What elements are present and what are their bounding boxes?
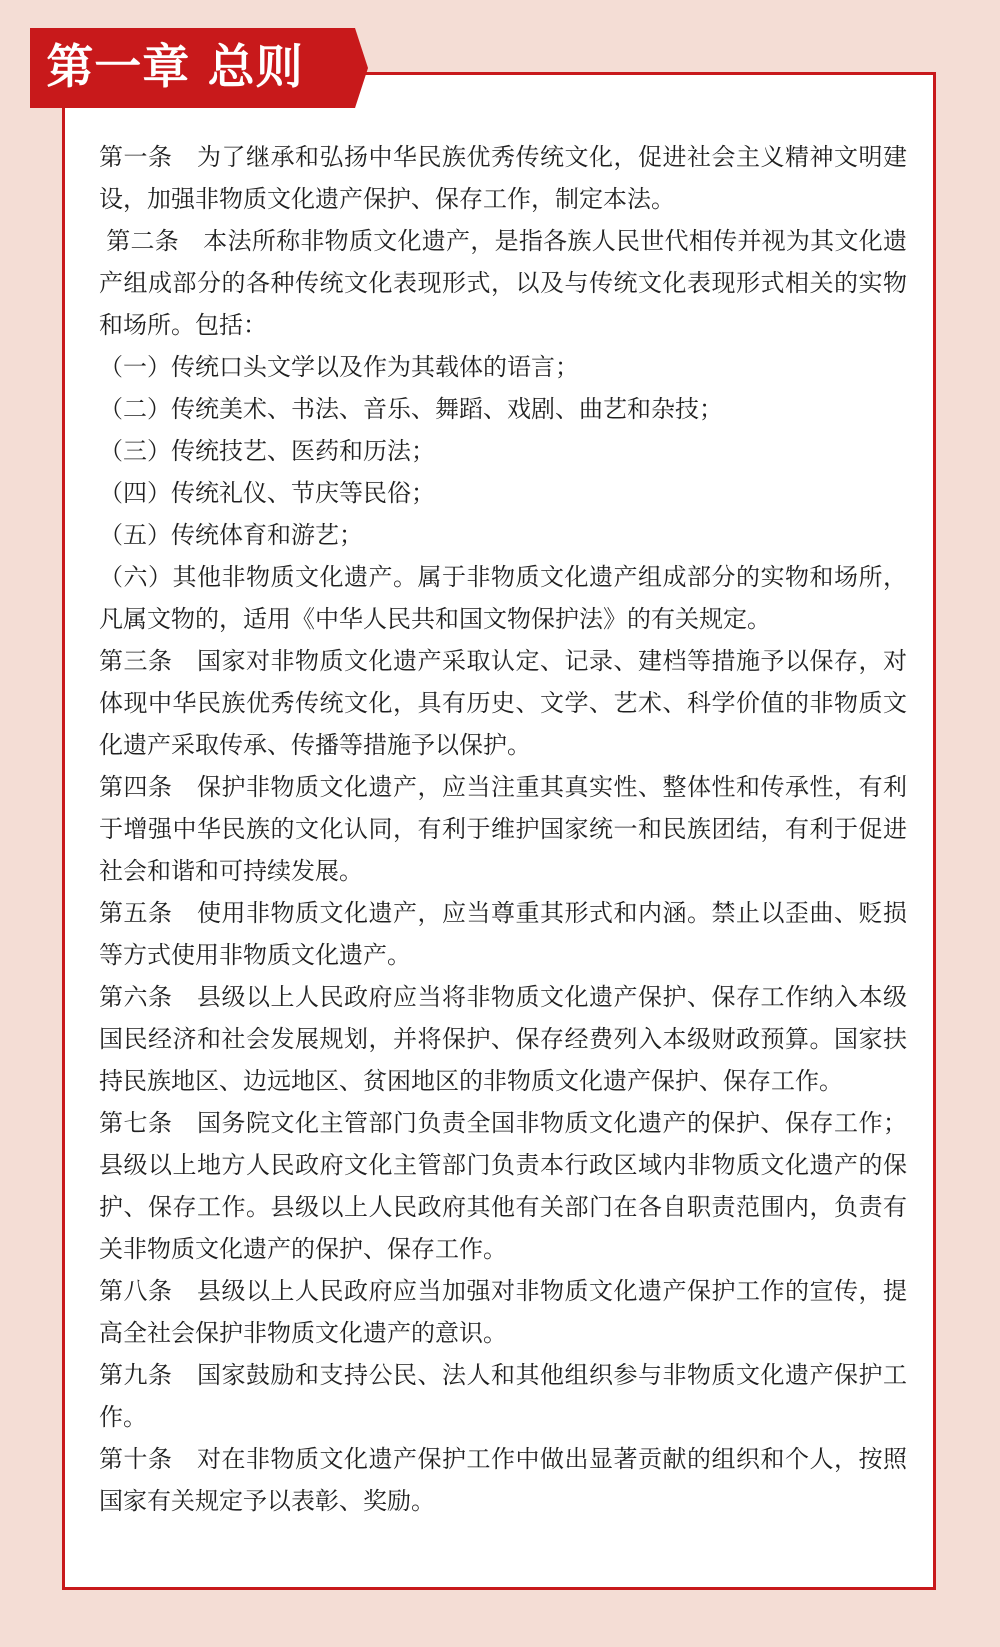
article-2-item-6: （六）其他非物质文化遗产。属于非物质文化遗产组成部分的实物和场所，凡属文物的，适用《中华人民共和国文物保护法》的有关规定。 bbox=[99, 563, 907, 633]
article-4: 第四条 保护非物质文化遗产，应当注重其真实性、整体性和传承性，有利于增强中华民族的文化认同，有利于维护国家统一和民族团结，有利于促进社会和谐和可持续发展。 bbox=[99, 773, 907, 885]
article-5: 第五条 使用非物质文化遗产，应当尊重其形式和内涵。禁止以歪曲、贬损等方式使用非物质文化遗产。 bbox=[99, 899, 907, 969]
article-2-item-4: （四）传统礼仪、节庆等民俗； bbox=[99, 479, 435, 507]
article-list bbox=[99, 136, 907, 1522]
article-2-item-3: （三）传统技艺、医药和历法； bbox=[99, 437, 435, 465]
article-8: 第八条 县级以上人民政府应当加强对非物质文化遗产保护工作的宣传，提高全社会保护非物质文化遗产的意识。 bbox=[99, 1277, 907, 1347]
article-6: 第六条 县级以上人民政府应当将非物质文化遗产保护、保存工作纳入本级国民经济和社会发展规划，并将保护、保存经费列入本级财政预算。国家扶持民族地区、边远地区、贫困地区的非物质文化遗产保护、保存工作。 bbox=[99, 983, 907, 1095]
article-2-item-2: （二）传统美术、书法、音乐、舞蹈、戏剧、曲艺和杂技； bbox=[99, 395, 723, 423]
article-2-item-1: （一）传统口头文学以及作为其载体的语言； bbox=[99, 353, 579, 381]
article-10: 第十条 对在非物质文化遗产保护工作中做出显著贡献的组织和个人，按照国家有关规定予以表彰、奖励。 bbox=[99, 1445, 907, 1515]
article-2-item-5: （五）传统体育和游艺； bbox=[99, 521, 363, 549]
article-1: 第一条 为了继承和弘扬中华民族优秀传统文化，促进社会主义精神文明建设，加强非物质文化遗产保护、保存工作，制定本法。 bbox=[99, 143, 907, 213]
article-2: 第二条 本法所称非物质文化遗产，是指各族人民世代相传并视为其文化遗产组成部分的各种传统文化表现形式，以及与传统文化表现形式相关的实物和场所。包括： bbox=[99, 227, 907, 339]
article-7: 第七条 国务院文化主管部门负责全国非物质文化遗产的保护、保存工作；县级以上地方人民政府文化主管部门负责本行政区域内非物质文化遗产的保护、保存工作。县级以上人民政府其他有关部门在各自职责范围内，负责有关非物质文化遗产的保护、保存工作。 bbox=[99, 1109, 907, 1263]
article-9: 第九条 国家鼓励和支持公民、法人和其他组织参与非物质文化遗产保护工作。 bbox=[99, 1361, 907, 1431]
article-3: 第三条 国家对非物质文化遗产采取认定、记录、建档等措施予以保存，对体现中华民族优秀传统文化，具有历史、文学、艺术、科学价值的非物质文化遗产采取传承、传播等措施予以保护。 bbox=[99, 647, 907, 759]
chapter-title: 第一章 总则 bbox=[46, 40, 304, 95]
